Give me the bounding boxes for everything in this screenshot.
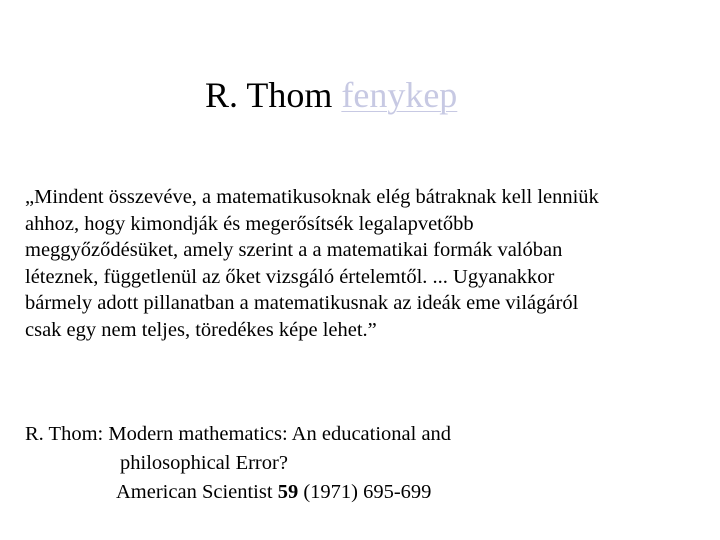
quote-block	[25, 184, 715, 343]
citation-journal: American Scientist	[116, 481, 273, 503]
quote-line: csak egy nem teljes, töredékes képe lehet.”	[25, 318, 377, 341]
citation-year-pages: (1971) 695-699	[303, 481, 432, 503]
citation-title-line: R. Thom: Modern mathematics: An educational and	[25, 423, 452, 445]
quote-line: „Mindent összevéve, a matematikusoknak elég bátraknak kell lenniük	[25, 186, 599, 208]
citation-journal-line	[25, 478, 715, 507]
quote-line: léteznek, függetlenül az őket vizsgáló értelemtől. ... Ugyanakkor	[25, 265, 555, 288]
citation-volume: 59	[277, 481, 299, 503]
citation-block	[25, 420, 715, 507]
quote-line: ahhoz, hogy kimondják és megerősítsék legalapvetőbb	[25, 212, 474, 235]
citation-subtitle-line: philosophical Error?	[120, 452, 288, 474]
page-title	[205, 72, 457, 118]
title-author: R. Thom	[205, 75, 333, 115]
quote-line: meggyőződésüket, amely szerint a a matematikai formák valóban	[25, 239, 563, 261]
photo-link[interactable]: fenykep	[341, 75, 458, 115]
quote-line: bármely adott pillanatban a matematikusnak az ideák eme világáról	[25, 292, 579, 314]
